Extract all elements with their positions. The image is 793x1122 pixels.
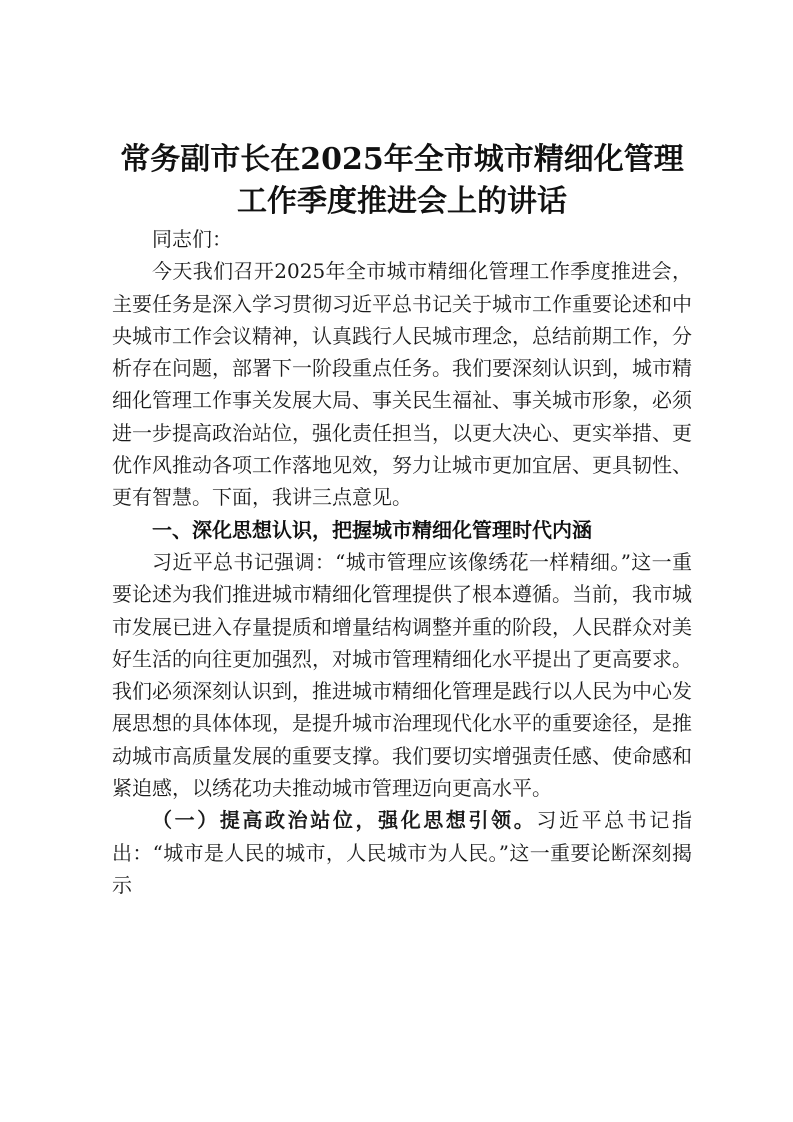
section-1-paragraph: 习近平总书记强调：“城市管理应该像绣花一样精细。”这一重要论述为我们推进城市精细化管理提供了根本遵循。当前，我市城市发展已进入存量提质和增量结构调整并重的阶段，人民群众对美好生活的向往更加强烈，对城市管理精细化水平提出了更高要求。我们必须深刻认识到，推进城市精细化管理是践行以人民为中心发展思想的具体体现，是提升城市治理现代化水平的重要途径，是推动城市高质量发展的重要支撑。我们要切实增强责任感、使命感和紧迫感，以绣花功夫推动城市管理迈向更高水平。 — [112, 549, 692, 801]
document-title: 常务副市长在2025年全市城市精细化管理工作季度推进会上的讲话 — [120, 142, 684, 219]
subsection-1-heading: （一）提高政治站位，强化思想引领。 — [152, 808, 537, 833]
document-body — [112, 139, 692, 901]
greeting: 同志们： — [152, 227, 232, 251]
section-1-heading: 一、深化思想认识，把握城市精细化管理时代内涵 — [152, 517, 592, 542]
subsection-1-text: 习近平总书记指出：“城市是人民的城市，人民城市为人民。”这一重要论断深刻揭示 — [112, 808, 693, 897]
subsection-1-paragraph — [112, 804, 692, 901]
intro-paragraph: 今天我们召开2025年全市城市精细化管理工作季度推进会，主要任务是深入学习贯彻习近平总书记关于城市工作重要论述和中央城市工作会议精神，认真践行人民城市理念，总结前期工作，分析存在问题，部署下一阶段重点任务。我们要深刻认识到，城市精细化管理工作事关发展大局、事关民生福祉、事关城市形象，必须进一步提高政治站位，强化责任担当，以更大决心、更实举措、更优作风推动各项工作落地见效，努力让城市更加宜居、更具韧性、更有智慧。下面，我讲三点意见。 — [112, 259, 692, 510]
